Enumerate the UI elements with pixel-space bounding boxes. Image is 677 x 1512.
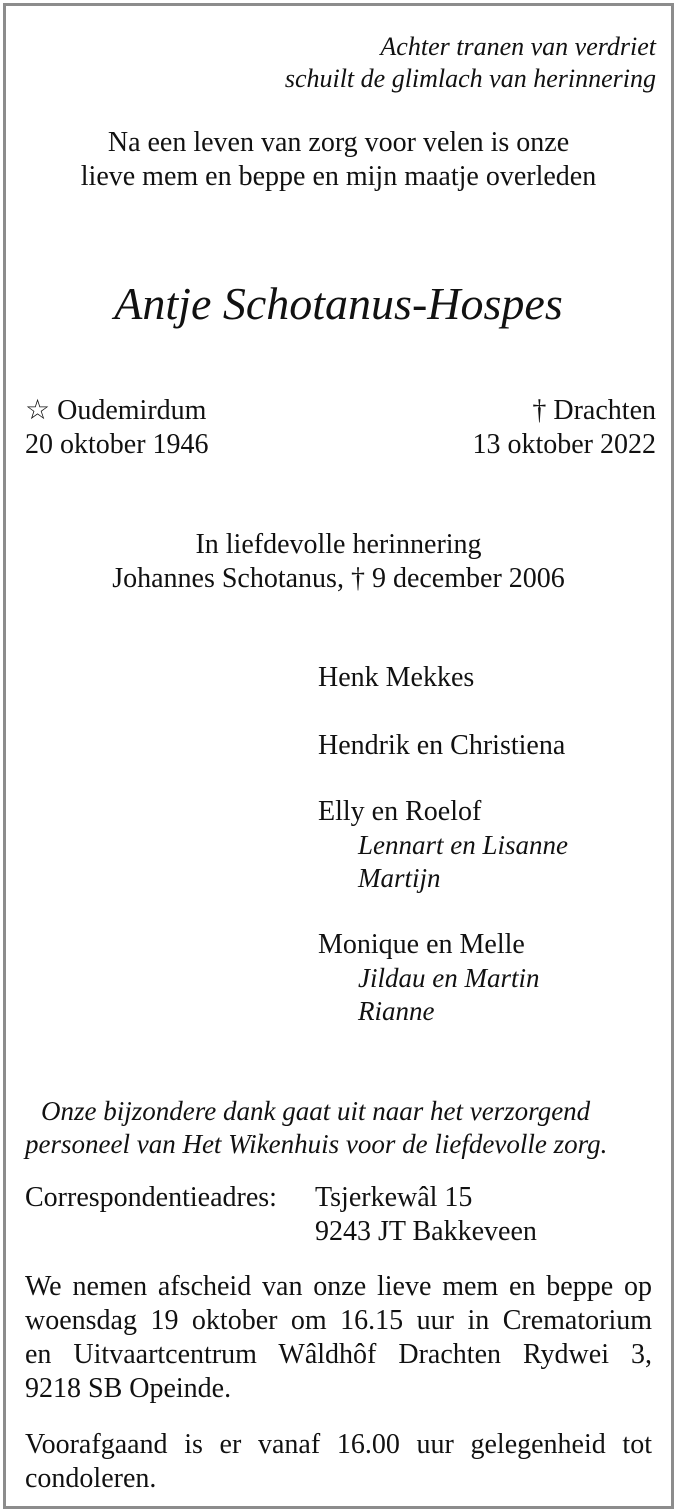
correspondence-label: Correspondentieadres: <box>25 1182 277 1213</box>
correspondence-city: 9243 JT Bakkeveen <box>315 1216 537 1247</box>
grandchild: Rianne <box>358 996 435 1026</box>
grandchild: Martijn <box>358 863 441 893</box>
condolence-line-2: condoleren. <box>25 1463 157 1494</box>
condolence-line-1: Voorafgaand is er vanaf 16.00 uur gelegenheid tot <box>25 1429 652 1460</box>
farewell-line-3: en Uitvaartcentrum Wâldhôf Drachten Rydwei 3, <box>25 1339 652 1370</box>
intro-line-1: Na een leven van zorg voor velen is onze <box>107 127 570 158</box>
family-member: Henk Mekkes <box>318 662 475 693</box>
obituary-card <box>3 3 674 1509</box>
deceased-name: Antje Schotanus-Hospes <box>114 278 563 329</box>
intro-line-2: lieve mem en beppe en mijn maatje overleden <box>80 161 597 192</box>
birth-place-name: Oudemirdum <box>57 395 207 426</box>
family-member: Monique en Melle <box>318 929 525 960</box>
thanks-line-2: personeel van Het Wikenhuis voor de liefdevolle zorg. <box>25 1129 608 1159</box>
motto-line-1: Achter tranen van verdriet <box>380 32 656 61</box>
star-icon: ☆ <box>25 395 51 426</box>
birth-place <box>25 394 206 428</box>
remembrance-line-1: In liefdevolle herinnering <box>195 529 482 560</box>
motto-line-2: schuilt de glimlach van herinnering <box>284 64 656 93</box>
condolence-paragraph <box>25 1428 652 1496</box>
grandchild: Lennart en Lisanne <box>358 830 569 860</box>
remembrance-line-2: Johannes Schotanus, † 9 december 2006 <box>112 563 565 594</box>
farewell-line-4: 9218 SB Opeinde. <box>25 1373 232 1404</box>
farewell-line-2: woensdag 19 oktober om 16.15 uur in Crematorium <box>25 1305 652 1336</box>
farewell-paragraph <box>25 1270 652 1406</box>
grandchild: Jildau en Martin <box>358 963 540 993</box>
death-date: 13 oktober 2022 <box>472 429 656 460</box>
birth-date: 20 oktober 1946 <box>25 429 209 460</box>
farewell-line-1: We nemen afscheid van onze lieve mem en beppe op <box>25 1271 652 1302</box>
death-place <box>532 394 656 428</box>
thanks-line-1: Onze bijzondere dank gaat uit naar het verzorgend <box>41 1096 591 1126</box>
family-member: Hendrik en Christiena <box>318 730 566 761</box>
death-place-name: Drachten <box>553 395 656 426</box>
cross-icon: † <box>532 395 547 426</box>
family-member: Elly en Roelof <box>318 796 482 827</box>
correspondence-street: Tsjerkewâl 15 <box>315 1182 473 1213</box>
